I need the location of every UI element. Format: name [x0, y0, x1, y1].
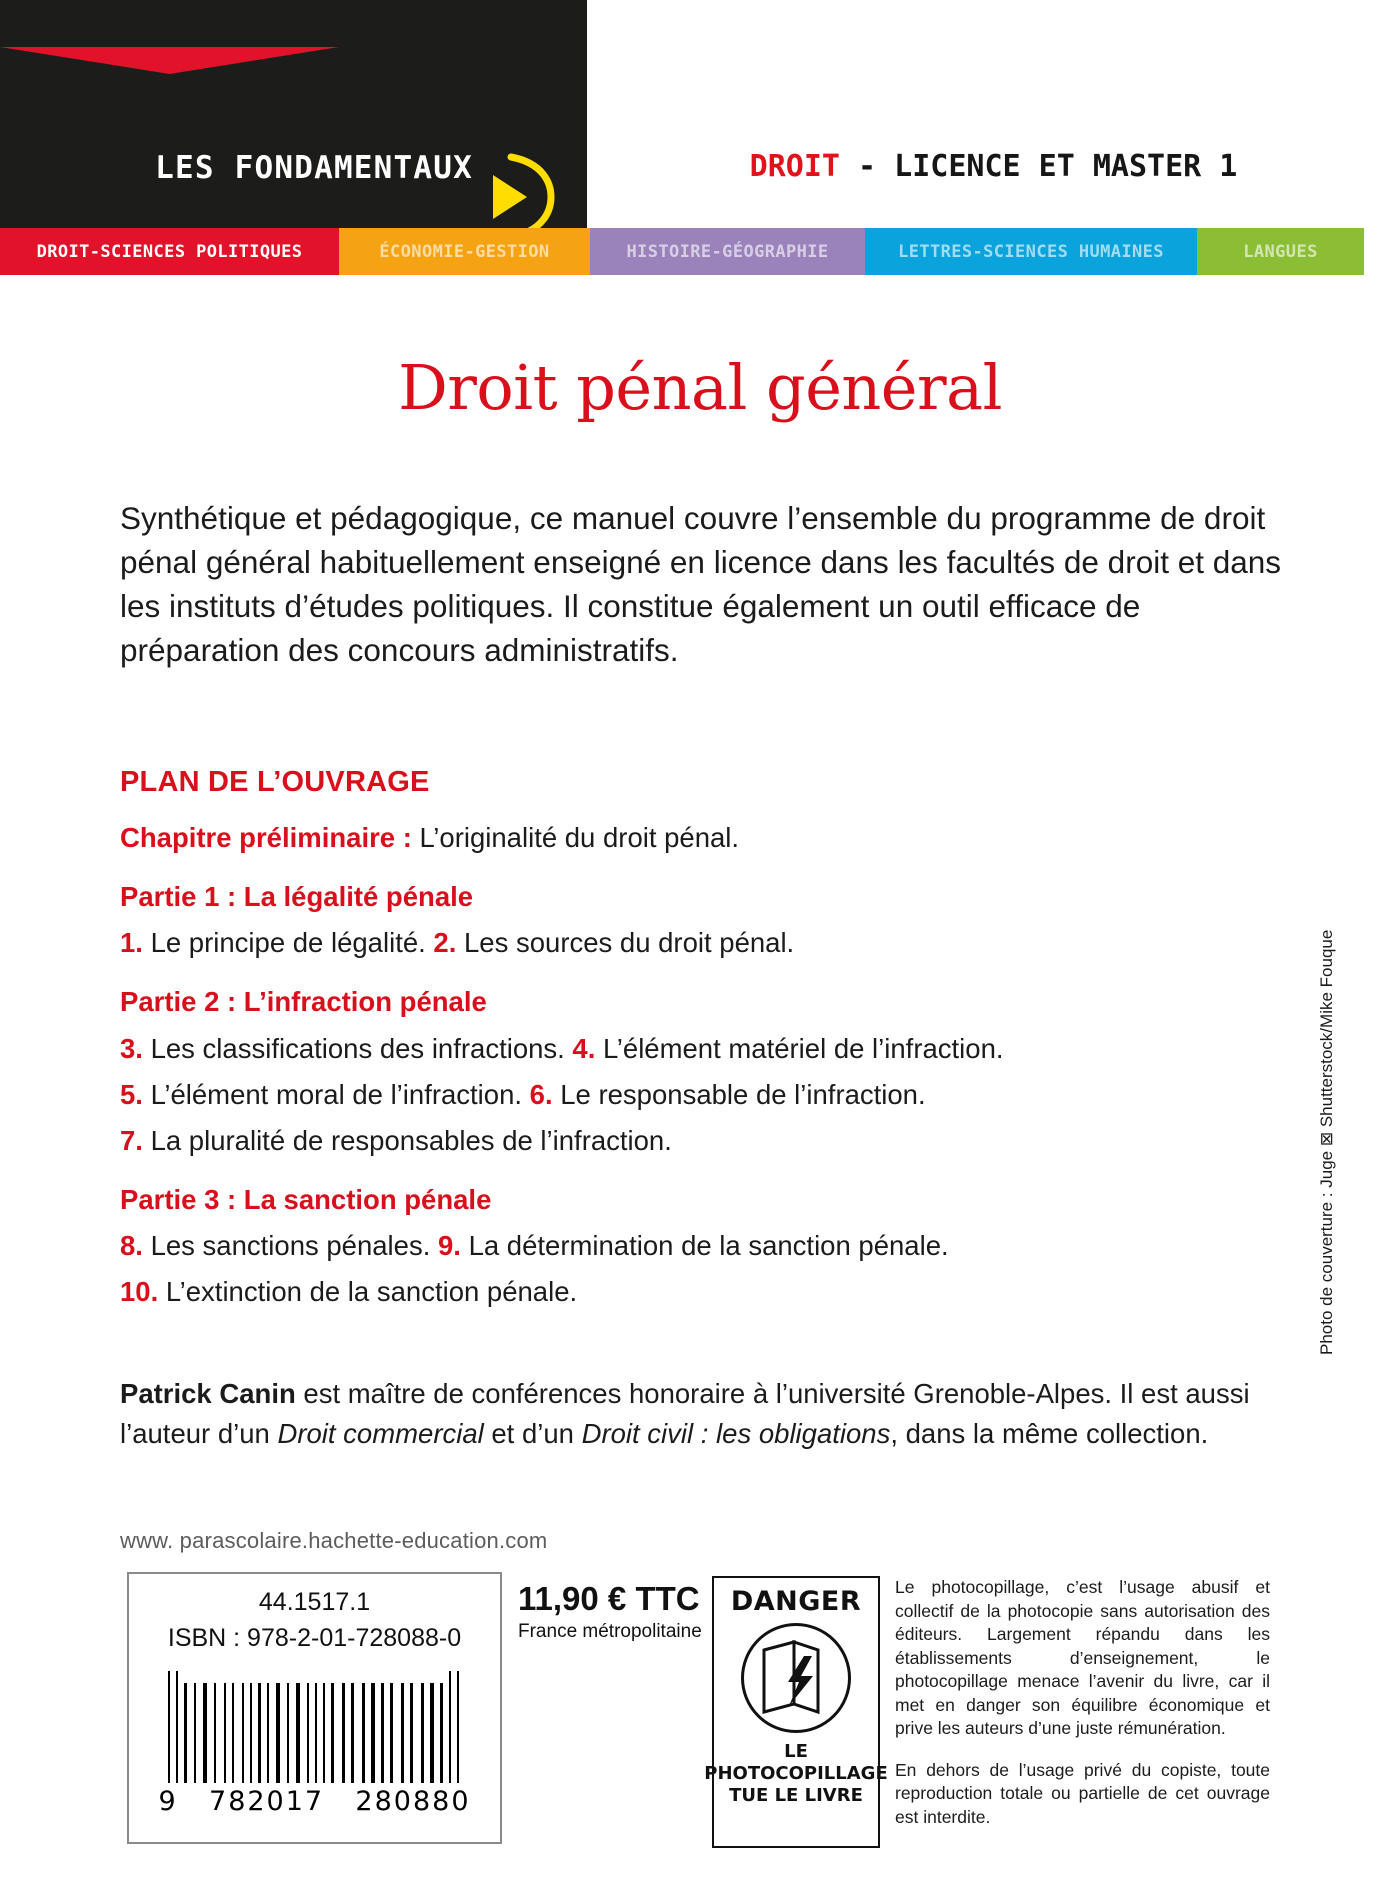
collection-title: LES FONDAMENTAUX [155, 150, 473, 186]
active-category-tail [0, 47, 339, 74]
plan-chapter-number: 2. [425, 927, 457, 959]
category-tab-label: HISTOIRE-GÉOGRAPHIE [626, 241, 829, 262]
danger-caption-line-3: TUE LE LIVRE [729, 1785, 863, 1806]
plan-chapter-line [120, 1122, 1400, 1159]
header-discipline-area [587, 0, 1400, 228]
author-bio-part1: est maître de conférences honoraire à l’université Grenoble-Alpes. Il est aussi l’auteur d’un [120, 1378, 1250, 1450]
book-summary: Synthétique et pédagogique, ce manuel couvre l’ensemble du programme de droit pénal général habituellement enseigné en licence dans les facultés de droit et dans les instituts d’études politiques. Il constitue également un outil efficace de préparation des concours administratifs. [120, 500, 1282, 668]
price-block [518, 1580, 718, 1643]
plan-chapter-text: La détermination de la sanction pénale. [460, 1230, 949, 1261]
price-note: France métropolitaine [518, 1621, 702, 1642]
plan-chapter-text: Les sanctions pénales. [142, 1230, 431, 1261]
cover-header [0, 0, 1400, 228]
photocopy-warning-logo [704, 1576, 888, 1848]
plan-preliminary [120, 819, 1400, 856]
plan-chapter-number: 5. [120, 1078, 143, 1110]
photocopy-danger-icon [741, 1623, 851, 1733]
legal-notice [895, 1576, 1270, 1847]
plan-chapter-number: 1. [120, 927, 143, 959]
plan-chapter-text: L’élément matériel de l’infraction. [595, 1032, 1004, 1064]
plan-chapter-text: Les classifications des infractions. [142, 1032, 565, 1064]
author-bio-part3: , dans la même collection. [890, 1418, 1209, 1450]
plan-heading: PLAN DE L’OUVRAGE [120, 766, 430, 798]
plan-chapter-line [120, 1030, 1400, 1067]
plan-chapter-text: L’extinction de la sanction pénale. [158, 1276, 578, 1308]
header-separator: - [839, 149, 895, 184]
author-bio [120, 1374, 1282, 1454]
barcode-digit-check: 9 [158, 1786, 178, 1817]
plan-chapter-text: La pluralité de responsables de l’infraction. [142, 1124, 672, 1156]
plan-chapter-number: 3. [120, 1032, 143, 1064]
author-bio-part2: et d’un [483, 1418, 582, 1450]
plan-preliminary-label: Chapitre préliminaire : [120, 822, 412, 853]
plan-part-title-2: Partie 2 : L’infraction pénale [120, 986, 487, 1018]
category-tab-2[interactable] [339, 228, 590, 275]
category-tab-3[interactable] [590, 228, 865, 275]
cover-body [0, 351, 1400, 1454]
danger-caption-line-2: PHOTOCOPILLAGE [704, 1763, 888, 1784]
category-tab-1[interactable] [0, 228, 339, 275]
header-level: LICENCE ET MASTER 1 [894, 149, 1238, 184]
plan-chapter-text: L’élément moral de l’infraction. [142, 1078, 523, 1110]
cover-footer [0, 1528, 1400, 1899]
plan-chapter-line [120, 924, 1400, 961]
plan-chapter-number: 6. [522, 1078, 553, 1110]
author-name: Patrick Canin [120, 1378, 296, 1410]
category-bar [0, 228, 1364, 275]
category-tab-4[interactable] [865, 228, 1197, 275]
barcode-digits [159, 1786, 471, 1817]
plan-chapter-number: 7. [120, 1124, 143, 1156]
category-tab-label: DROIT-SCIENCES POLITIQUES [36, 241, 303, 262]
plan-chapter-line [120, 1076, 1400, 1113]
legal-paragraph-1: Le photocopillage, c’est l’usage abusif et collectif de la photocopie sans autorisation des éditeurs. Largement répandu dans les établissements d’enseignement, le photocopillage menace l’avenir du livre, car il met en danger son équilibre économique et prive les auteurs d’une juste rémunération. [895, 1577, 1270, 1738]
barcode-digits-group-1: 782017 [209, 1786, 325, 1817]
plan-list [120, 819, 1400, 1310]
barcode-bars [168, 1671, 461, 1783]
author-work-1: Droit commercial [277, 1418, 484, 1450]
plan-part-title-3: Partie 3 : La sanction pénale [120, 1183, 492, 1215]
plan-part-title-1: Partie 1 : La légalité pénale [120, 881, 474, 913]
header-discipline: DROIT [749, 149, 840, 184]
page-title: Droit pénal général [398, 351, 1002, 424]
barcode-block [127, 1572, 502, 1844]
product-reference: 44.1517.1 [258, 1588, 371, 1616]
price-value: 11,90 € TTC [518, 1580, 700, 1617]
plan-chapter-number: 4. [564, 1032, 596, 1064]
category-tab-5[interactable] [1197, 228, 1364, 275]
plan-chapter-number: 9. [430, 1230, 461, 1261]
danger-label: DANGER [730, 1586, 862, 1617]
category-tab-label: LETTRES-SCIENCES HUMAINES [898, 241, 1164, 262]
plan-chapter-number: 8. [120, 1230, 143, 1261]
danger-caption-line-1: LE [784, 1741, 808, 1762]
author-work-2: Droit civil : les obligations [581, 1418, 891, 1450]
plan-preliminary-text: L’originalité du droit pénal. [411, 822, 740, 853]
plan-chapter-line [120, 1227, 1400, 1264]
plan-chapter-text: Le responsable de l’infraction. [552, 1078, 926, 1110]
photo-credit: Photo de couverture : Juge ⊠ Shutterstock/Mike Fouque [1317, 929, 1336, 1355]
category-tab-label: LANGUES [1243, 241, 1318, 262]
publisher-website[interactable]: www. parascolaire.hachette-education.com [120, 1528, 548, 1553]
plan-chapter-text: Les sources du droit pénal. [456, 927, 795, 959]
category-tab-label: ÉCONOMIE-GESTION [379, 241, 550, 262]
collection-banner [0, 0, 587, 228]
plan-chapter-line [120, 1273, 1400, 1310]
legal-paragraph-2: En dehors de l’usage privé du copiste, toute reproduction totale ou partielle de cet ouvrage est interdite. [895, 1759, 1270, 1827]
plan-chapter-number: 10. [120, 1276, 159, 1308]
isbn: ISBN : 978-2-01-728088-0 [167, 1624, 462, 1652]
danger-caption [704, 1741, 887, 1807]
plan-chapter-text: Le principe de légalité. [142, 927, 426, 959]
barcode-digits-group-2: 280880 [355, 1786, 471, 1817]
